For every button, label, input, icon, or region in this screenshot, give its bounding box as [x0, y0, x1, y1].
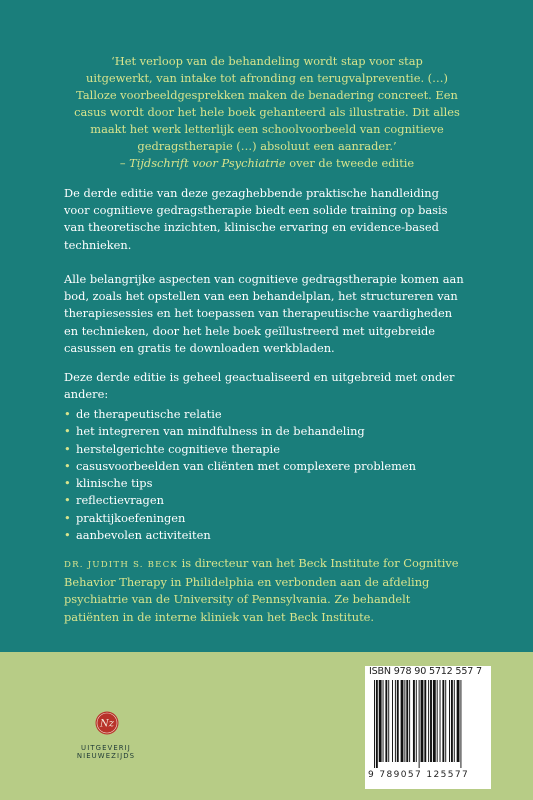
barcode-bar	[451, 680, 453, 762]
list-item-text: herstelgerichte cognitieve therapie	[76, 441, 280, 456]
list-item-text: aanbevolen activiteiten	[76, 528, 211, 543]
barcode-bar	[376, 680, 378, 768]
author-bio-line: psychiatrie van de University of Pennsylvania. Ze behandelt	[64, 592, 411, 607]
paragraph-line: en technieken, door het hele boek geïllustreerd met uitgebreide	[64, 323, 436, 338]
paragraph-line: Deze derde editie is geheel geactualiseerd en uitgebreid met onder	[64, 370, 455, 384]
bullet-icon: •	[64, 493, 71, 508]
ean-digits: 9 789057 125577	[368, 770, 470, 780]
author-bio-line: Behavior Therapy in Philidelphia en verbonden aan de afdeling	[64, 575, 430, 590]
quote-line: Talloze voorbeeldgesprekken maken de benadering concreet. Een	[76, 88, 458, 102]
paragraph-line: bod, zoals het opstellen van een behandelplan, het structureren van	[64, 289, 458, 304]
paragraph-line: van theoretische inzichten, klinische ervaring en evidence-based	[64, 220, 439, 235]
barcode-bar	[404, 680, 405, 762]
isbn-text: ISBN 978 90 5712 557 7	[369, 666, 482, 677]
barcode-bar	[419, 680, 420, 768]
barcode-bar	[460, 680, 461, 768]
list-item	[64, 406, 476, 423]
barcode-bar	[397, 680, 399, 762]
aspects-paragraph	[64, 271, 476, 357]
paragraph-line: technieken.	[64, 237, 132, 252]
bullet-icon: •	[64, 528, 71, 543]
barcode-bar	[413, 680, 415, 762]
list-item	[64, 527, 476, 544]
barcode-bar	[392, 680, 393, 762]
barcode-bar	[401, 680, 404, 762]
publisher-name: UITGEVERIJ NIEUWEZIJDS	[76, 744, 136, 760]
quote-line: casus wordt door het hele boek gehanteerd als illustratie. Dit alles	[74, 105, 460, 119]
paragraph-line: Alle belangrijke aspecten van cognitieve gedragstherapie komen aan	[64, 272, 464, 286]
review-quote	[60, 53, 474, 172]
barcode-bar	[440, 680, 441, 762]
paragraph-line: casussen en gratis te downloaden werkbladen.	[64, 340, 335, 355]
barcode-bar	[449, 680, 450, 762]
bullet-icon: •	[64, 510, 71, 525]
barcode-bar	[445, 680, 446, 762]
author-bio-line	[64, 555, 476, 574]
barcode-bar	[442, 680, 444, 762]
barcode-bar	[385, 680, 387, 762]
intro-paragraph	[64, 185, 476, 254]
list-item-text: het integreren van mindfulness in de behandeling	[76, 424, 365, 439]
barcode-bar	[433, 680, 436, 762]
list-item	[64, 510, 476, 527]
list-item-text: klinische tips	[76, 476, 153, 491]
barcode-bar	[454, 680, 455, 762]
logo-monogram: Nz	[99, 718, 115, 730]
author-name: DR. JUDITH S. BECK	[64, 560, 178, 570]
list-item-text: reflectievragen	[76, 493, 164, 508]
quote-line: uitgewerkt, van intake tot afronding en terugvalpreventie. (…)	[86, 71, 448, 85]
publisher-logo-icon	[95, 711, 119, 735]
list-item	[64, 475, 476, 492]
barcode-bar	[428, 680, 429, 762]
bullet-icon: •	[64, 476, 71, 491]
quote-source-dash: –	[119, 156, 130, 170]
barcode-bar	[395, 680, 396, 762]
bullet-icon: •	[64, 407, 71, 421]
barcode-bar	[409, 680, 410, 762]
barcode-bar	[424, 680, 426, 762]
quote-line: gedragstherapie (…) absoluut een aanrader.’	[137, 139, 397, 153]
list-item-text: de therapeutische relatie	[76, 407, 222, 421]
list-item	[64, 441, 476, 458]
list-item-text: praktijkoefeningen	[76, 510, 186, 525]
list-item	[64, 423, 476, 440]
barcode-bar	[457, 680, 460, 762]
barcode-bar	[406, 680, 408, 762]
barcode-bar	[383, 680, 384, 762]
barcode-bar	[421, 680, 424, 762]
barcode-bar	[379, 680, 382, 762]
barcode-bar	[416, 680, 417, 762]
barcode-bar	[374, 680, 375, 768]
list-item	[64, 458, 476, 475]
quote-line: ‘Het verloop van de behandeling wordt stap voor stap	[111, 54, 423, 68]
author-bio-line: patiënten in de interne kliniek van het Beck Institute.	[64, 609, 375, 624]
barcode-bar	[437, 680, 438, 762]
feature-list	[64, 406, 476, 544]
barcode-bar	[430, 680, 432, 762]
paragraph-line: therapiesessies en het toepassen van therapeutische vaardigheden	[64, 306, 453, 321]
barcode-icon	[374, 680, 484, 768]
quote-line: maakt het werk letterlijk een schoolvoorbeeld van cognitieve	[90, 122, 444, 136]
bullet-icon: •	[64, 424, 71, 439]
barcode-bar	[388, 680, 389, 762]
author-bio	[64, 555, 476, 626]
edition-paragraph	[64, 369, 476, 403]
list-item-text: casusvoorbeelden van cliënten met complexere problemen	[76, 458, 416, 473]
quote-source-rest: over de tweede editie	[285, 156, 415, 170]
list-item	[64, 492, 476, 509]
quote-source	[60, 155, 474, 172]
paragraph-line: De derde editie van deze gezaghebbende praktische handleiding	[64, 186, 439, 200]
paragraph-line: andere:	[64, 387, 109, 402]
bullet-icon: •	[64, 441, 71, 456]
paragraph-line: voor cognitieve gedragstherapie biedt een solide training op basis	[64, 203, 448, 218]
author-bio-text: is directeur van het Beck Institute for Cognitive	[177, 556, 459, 570]
quote-source-title: Tijdschrift voor Psychiatrie	[129, 156, 286, 170]
bullet-icon: •	[64, 458, 71, 473]
